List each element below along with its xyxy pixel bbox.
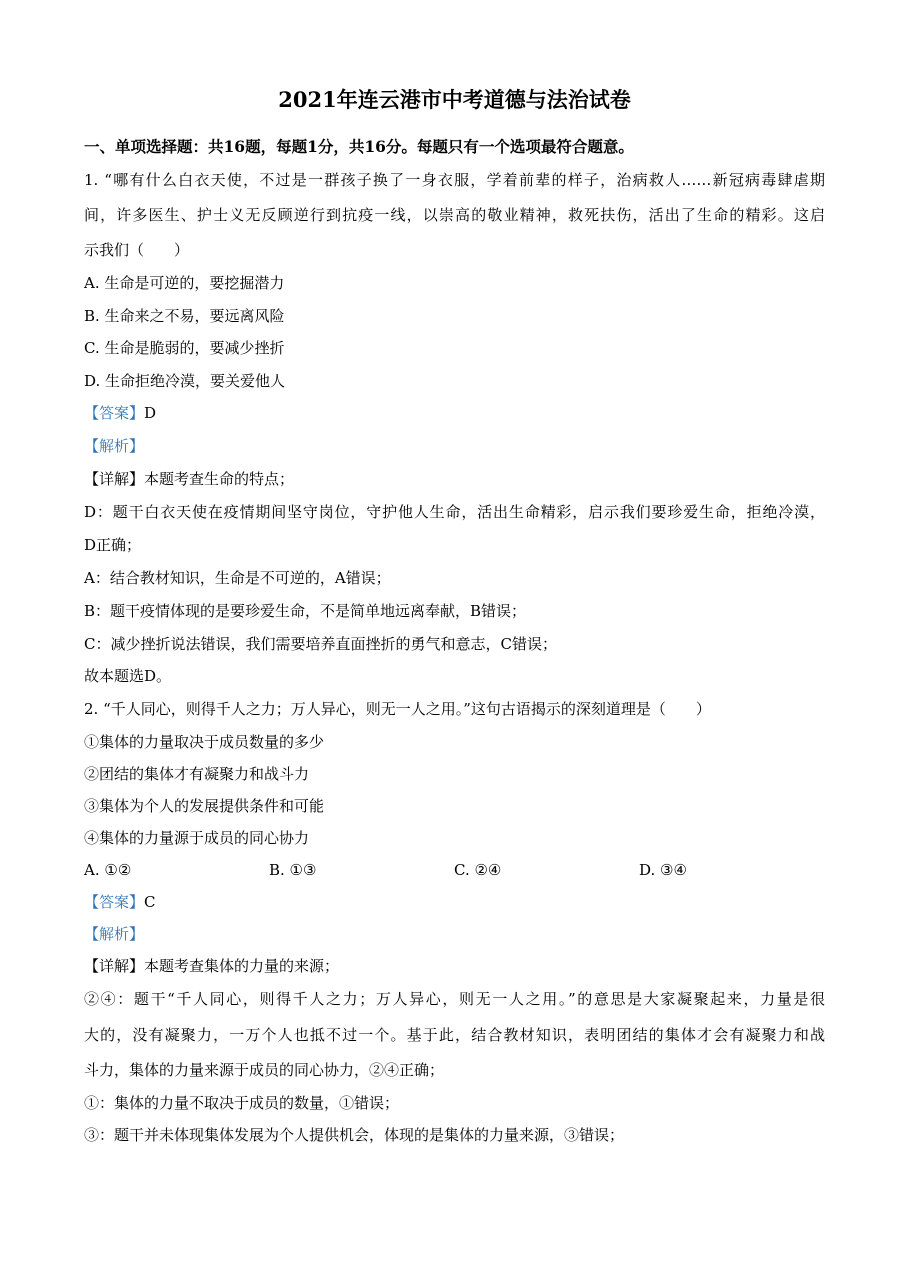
question-2-option-c: C. ②④ <box>454 861 502 879</box>
question-2-detail-line-6: ③：题干并未体现集体发展为个人提供机会，体现的是集体的力量来源，③错误； <box>84 1126 625 1144</box>
page-title: 2021年连云港市中考道德与法治试卷 <box>278 87 631 112</box>
question-1-detail-line-1: 【详解】本题考查生命的特点； <box>84 470 295 488</box>
question-2-option-d: D. ③④ <box>639 861 687 879</box>
answer-value: C <box>144 893 156 911</box>
question-1-stem-line-1: 1. “哪有什么白衣天使，不过是一群孩子换了一身衣服，学着前辈的样子，治病救人……新冠病毒肆虐期 <box>84 171 825 189</box>
question-2-detail-line-5: ①：集体的力量不取决于成员的数量，①错误； <box>84 1094 400 1112</box>
question-1-option-c: C. 生命是脆弱的，要减少挫折 <box>84 339 285 357</box>
answer-tag: 【答案】 <box>84 404 145 422</box>
question-2-analysis-tag <box>84 923 144 945</box>
question-2-statement-1: ①集体的力量取决于成员数量的多少 <box>84 733 325 751</box>
question-1-option-b: B. 生命来之不易，要远离风险 <box>84 307 285 325</box>
question-1-detail-line-6: C：减少挫折说法错误，我们需要培养直面挫折的勇气和意志，C错误； <box>84 635 557 653</box>
question-1-detail-line-5: B：题干疫情体现的是要珍爱生命，不是简单地远离奉献，B错误； <box>84 602 527 620</box>
section-heading: 一、单项选择题：共16题，每题1分，共16分。每题只有一个选项最符合题意。 <box>84 137 634 156</box>
question-2-detail-line-2: ②④：题干“千人同心，则得千人之力；万人异心，则无一人之用。”的意思是大家凝聚起来，力量是很 <box>84 990 825 1008</box>
question-1-option-a: A. 生命是可逆的，要挖掘潜力 <box>84 274 285 292</box>
question-1-detail-line-7: 故本题选D。 <box>84 667 172 685</box>
question-1-answer <box>84 402 156 424</box>
question-1-stem-line-2: 间，许多医生、护士义无反顾逆行到抗疫一线，以崇高的敬业精神，救死扶伤，活出了生命的精彩。这启 <box>84 206 825 224</box>
analysis-tag: 【解析】 <box>84 925 145 943</box>
question-1-detail-line-3: D正确； <box>84 536 142 554</box>
question-1-detail-line-4: A：结合教材知识，生命是不可逆的，A错误； <box>84 569 391 587</box>
question-2-option-b: B. ①③ <box>269 861 317 879</box>
question-2-detail-line-3: 大的，没有凝聚力，一万个人也抵不过一个。基于此，结合教材知识，表明团结的集体才会有凝聚力和战 <box>84 1026 825 1044</box>
question-2-statement-3: ③集体为个人的发展提供条件和可能 <box>84 797 325 815</box>
question-2-stem-line-1: 2. “千人同心，则得千人之力；万人异心，则无一人之用。”这句古语揭示的深刻道理是（ ） <box>84 700 711 718</box>
question-1-detail-line-2: D：题干白衣天使在疫情期间坚守岗位，守护他人生命，活出生命精彩，启示我们要珍爱生命，拒绝冷漠， <box>84 503 825 521</box>
question-2-answer <box>84 891 156 913</box>
question-1-stem-line-3: 示我们（ ） <box>84 241 190 259</box>
question-2-options-row <box>84 859 825 881</box>
question-2-statement-2: ②团结的集体才有凝聚力和战斗力 <box>84 765 310 783</box>
question-2-statement-4: ④集体的力量源于成员的同心协力 <box>84 829 310 847</box>
question-2-detail-line-4: 斗力，集体的力量来源于成员的同心协力，②④正确； <box>84 1061 445 1079</box>
answer-tag: 【答案】 <box>84 893 145 911</box>
analysis-tag: 【解析】 <box>84 437 145 455</box>
question-1-option-d: D. 生命拒绝冷漠，要关爱他人 <box>84 372 286 390</box>
question-1-analysis-tag <box>84 435 144 457</box>
answer-value: D <box>144 404 157 422</box>
question-2-detail-line-1: 【详解】本题考查集体的力量的来源； <box>84 957 340 975</box>
question-2-option-a: A. ①② <box>84 861 132 879</box>
